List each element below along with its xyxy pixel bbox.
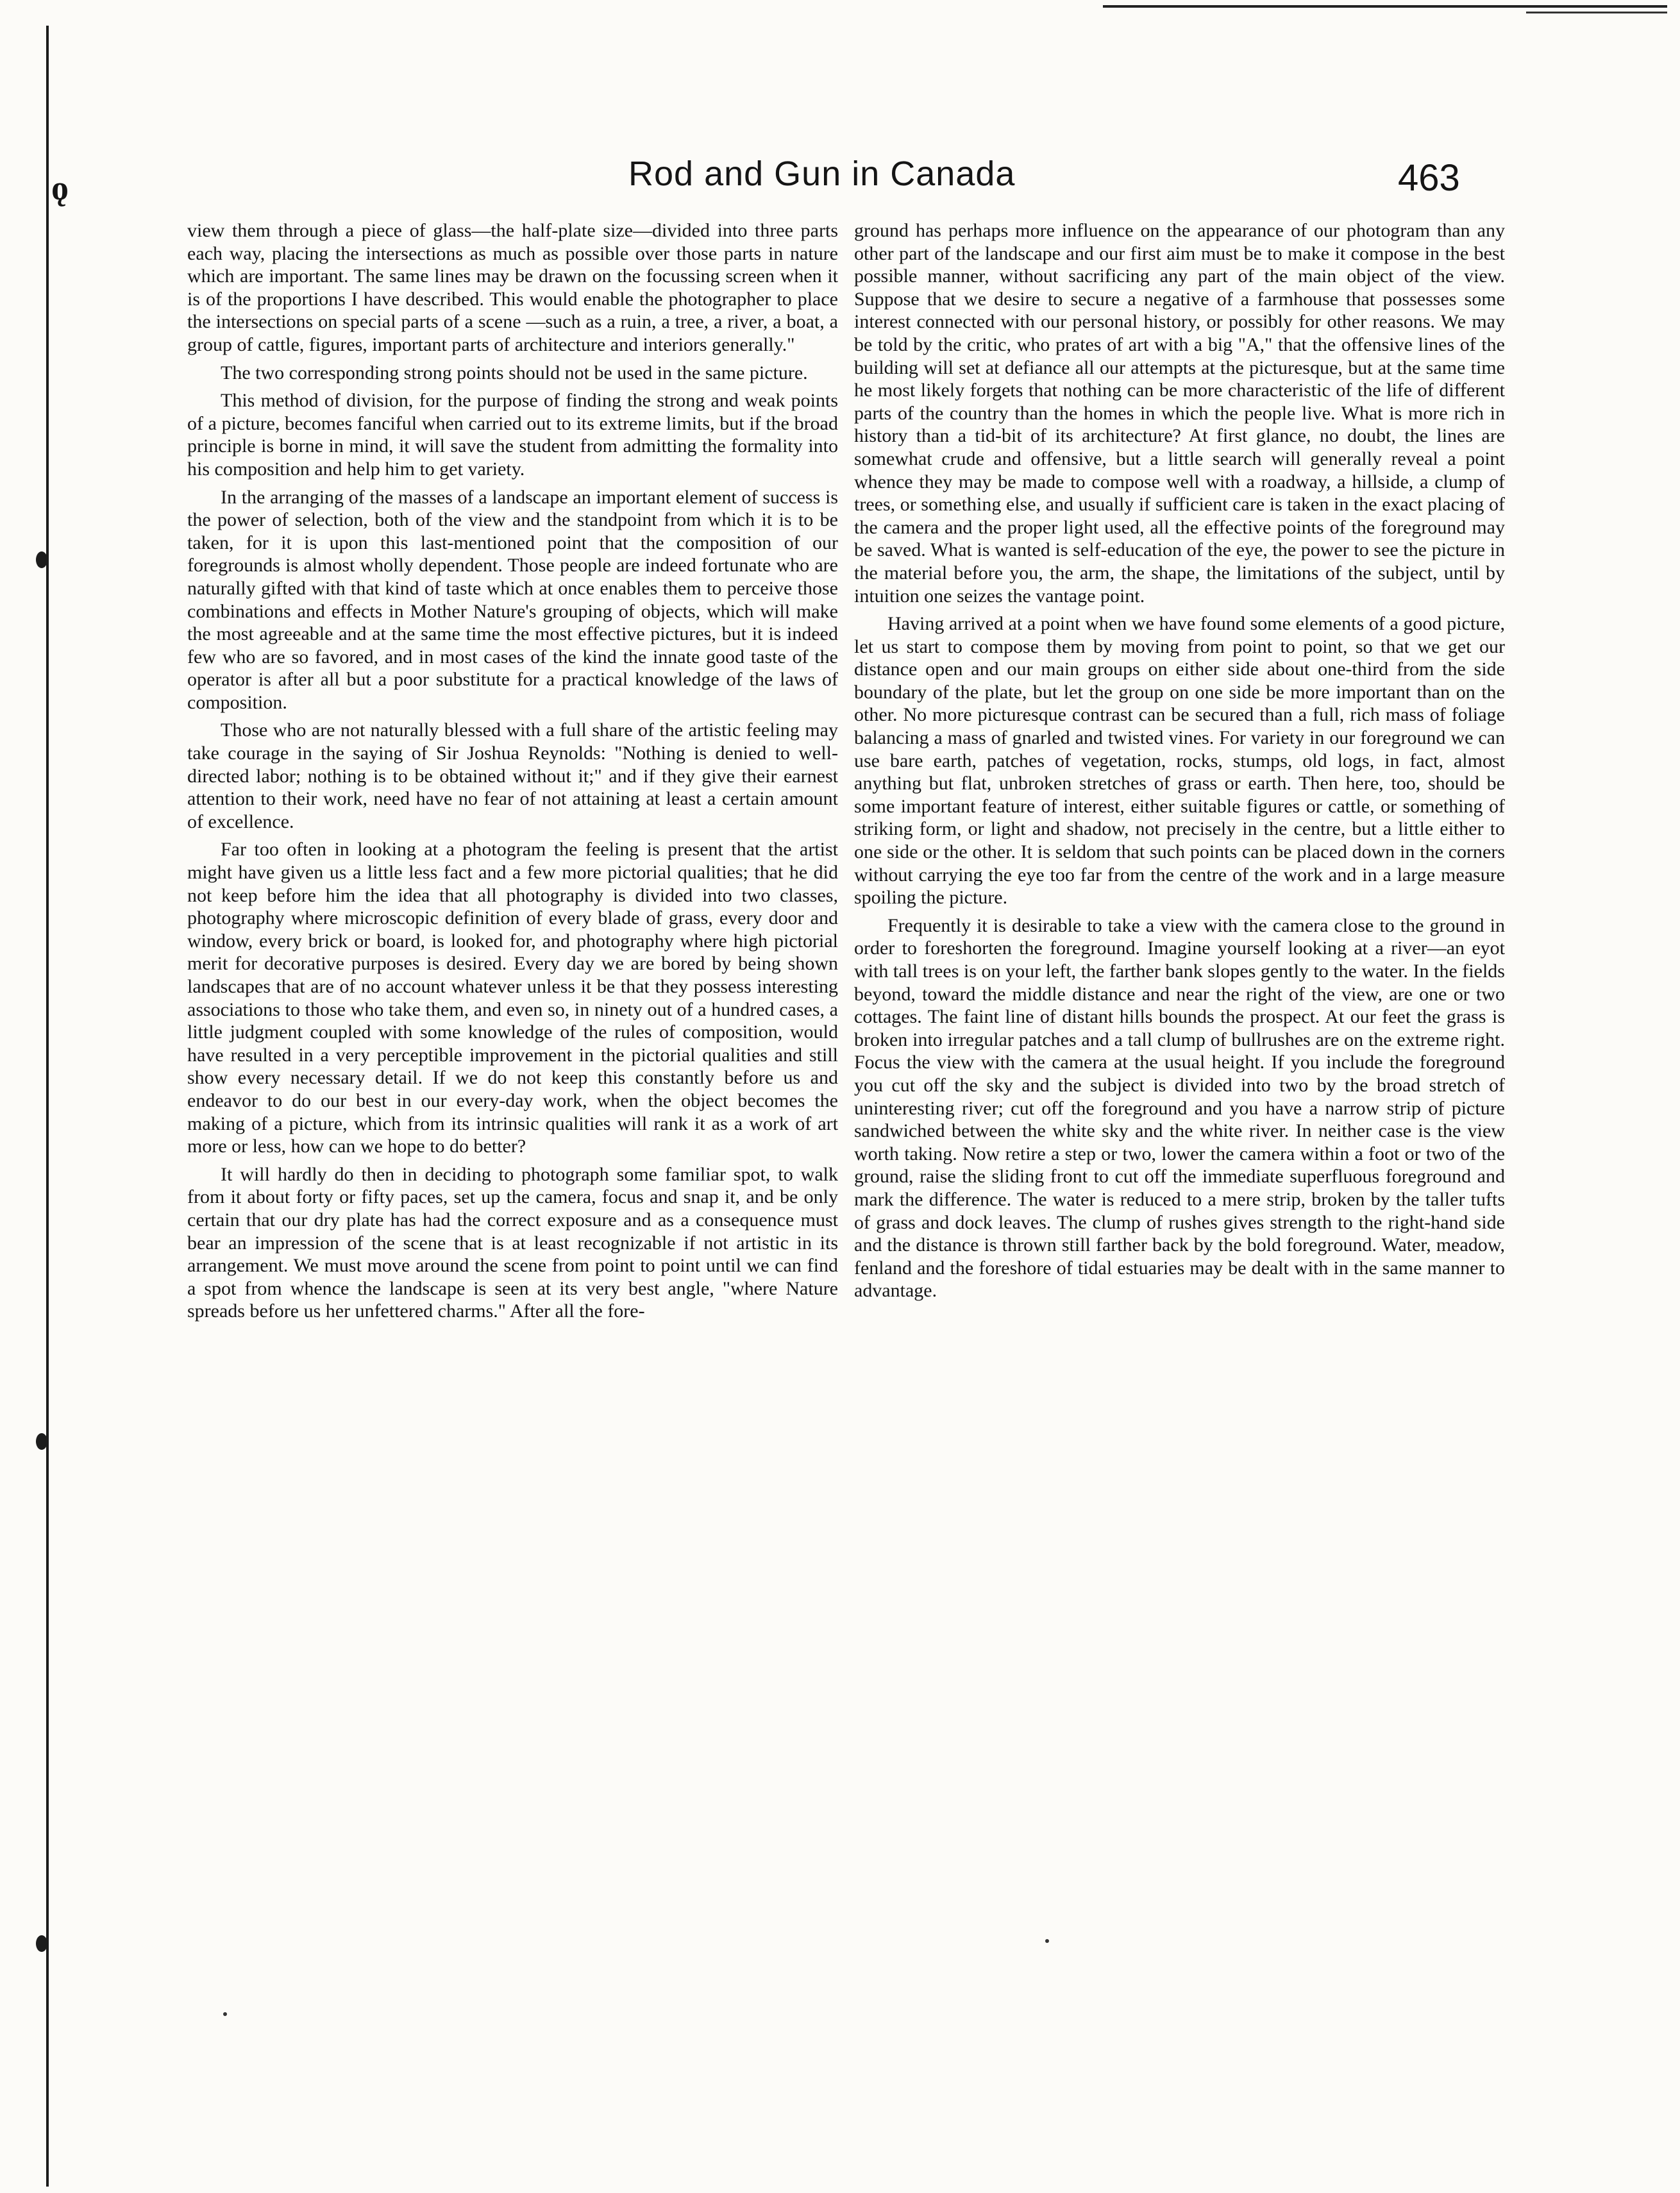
- print-speck: [1045, 1939, 1049, 1943]
- left-column: [187, 219, 838, 1328]
- binding-mark: [36, 1433, 47, 1450]
- binding-margin-line: [46, 26, 49, 2187]
- paragraph: Those who are not naturally blessed with a full share of the artistic feeling may take courage in the saying of Sir Joshua Reynolds: "Nothing is denied to well-directed labor; nothing is to be obtained without it;" and if they give their earnest attention to their work, need have no fear of not attaining at least a certain amount of excellence.: [187, 719, 838, 832]
- paragraph: The two corresponding strong points should not be used in the same picture.: [221, 362, 808, 383]
- page-number: 463: [1398, 157, 1460, 199]
- paragraph: It will hardly do then in deciding to photograph some familiar spot, to walk from it about forty or fifty paces, set up the camera, focus and snap it, and be only certain that our dry plate has had the correct exposure and as a consequence must bear an impression of the scene that is at least recognizable if not artistic in its arrangement. We must move around the scene from point to point until we can find a spot from whence the landscape is seen at its very best angle, "where Nature spreads before us her unfettered charms." After all the fore-: [187, 1163, 838, 1322]
- running-title: Rod and Gun in Canada: [628, 155, 1016, 193]
- top-rule: [1103, 5, 1667, 8]
- corner-mark: ǫ: [51, 169, 69, 207]
- binding-mark: [36, 1935, 47, 1952]
- right-column: [854, 219, 1505, 1307]
- paragraph: In the arranging of the masses of a landscape an important element of success is the power of selection, both of the view and the standpoint from which it is to be taken, for it is upon this last-mentioned point that the composition of our foregrounds is almost wholly dependent. Those people are indeed fortunate who are naturally gifted with that kind of taste which at once enables them to perceive those combinations and effects in Mother Nature's grouping of objects, which will make the most agreeable and at the same time the most effective pictures, but it is indeed few who are so favored, and in most cases of the kind the innate good taste of the operator is after all but a poor substitute for a practical knowledge of the laws of composition.: [187, 486, 838, 713]
- paragraph: view them through a piece of glass—the half-plate size—divided into three parts each way, placing the intersections as much as possible over those parts in nature which are important. The same lines may be drawn on the focussing screen when it is of the proportions I have described. This would enable the photographer to place the intersections on special parts of a scene —such as a ruin, a tree, a river, a boat, a group of cattle, figures, important parts of architecture and interiors generally.": [187, 220, 838, 355]
- paragraph: ground has perhaps more influence on the appearance of our photogram than any other part of the landscape and our first aim must be to make it compose in the best possible manner, without sacrificing any part of the main object of the view. Suppose that we desire to secure a negative of a farmhouse that possesses some interest connected with our personal history, or possibly for other reasons. We may be told by the critic, who prates of art with a big "A," that the offensive lines of the building will set at defiance all our attempts at the picturesque, but at the same time he most likely forgets that nothing can be more characteristic of the life of different parts of the country than the homes in which the people live. What is more rich in history than a tid-bit of its architecture? At first glance, no doubt, the lines are somewhat crude and offensive, but a little search will generally reveal a point whence they may be made to compose well with a roadway, a hillside, a clump of trees, or something else, and usually if sufficient care is taken in the exact placing of the camera and the proper light used, all the effective points of the foreground may be saved. What is wanted is self-education of the eye, the power to see the picture in the material before you, the arm, the shape, the limitations of the subject, until by intuition one seizes the vantage point.: [854, 220, 1505, 607]
- paragraph: This method of division, for the purpose of finding the strong and weak points of a picture, becomes fanciful when carried out to its extreme limits, but if the broad principle is borne in mind, it will save the student from admitting the formality into his composition and help him to get variety.: [187, 390, 838, 480]
- top-rule-short: [1526, 12, 1667, 13]
- paragraph: Frequently it is desirable to take a view with the camera close to the ground in order to foreshorten the foreground. Imagine yourself looking at a river—an eyot with tall trees is on your left, the farther bank slopes gently to the water. In the fields beyond, toward the middle distance and near the right of the view, are one or two cottages. The faint line of distant hills bounds the prospect. At our feet the grass is broken into irregular patches and a tall clump of bullrushes are on the extreme right. Focus the view with the camera at the usual height. If you include the foreground you cut off the sky and the subject is divided into two by the broad stretch of uninteresting river; cut off the foreground and you have a narrow strip of picture sandwiched between the white sky and the white river. In neither case is the view worth taking. Now retire a step or two, lower the camera within a foot or two of the ground, raise the sliding front to cut off the immediate superfluous foreground and mark the difference. The water is reduced to a mere strip, broken by the taller tufts of grass and dock leaves. The clump of rushes gives strength to the right-hand side and the distance is thrown still farther back by the bold foreground. Water, meadow, fenland and the foreshore of tidal estuaries may be dealt with in the same manner to advantage.: [854, 914, 1505, 1302]
- print-speck: [223, 2012, 227, 2016]
- paragraph: Far too often in looking at a photogram the feeling is present that the artist might have given us a little less fact and a few more pictorial qualities; that he did not keep before him the idea that all photography is divided into two classes, photography where microscopic definition of every blade of grass, every door and window, every brick or board, is looked for, and photography where high pictorial merit for decorative purposes is desired. Every day we are bored by being shown landscapes that are of no account whatever unless it be that they possess interesting associations to those who take them, and even so, in ninety out of a hundred cases, a little judgment coupled with some knowledge of the rules of composition, would have resulted in a very perceptible improvement in the pictorial qualities and still show every necessary detail. If we do not keep this constantly before us and endeavor to do our best in our every-day work, when the object becomes the making of a picture, which from its intrinsic qualities will rank it as a work of art more or less, how can we hope to do better?: [187, 839, 838, 1157]
- binding-mark: [36, 551, 47, 568]
- paragraph: Having arrived at a point when we have found some elements of a good picture, let us start to compose them by moving from point to point, so that we get our distance open and our main groups on either side about one-third from the side boundary of the plate, but let the group on one side be more important than on the other. No more picturesque contrast can be secured than a full, rich mass of foliage balancing a mass of gnarled and twisted vines. For variety in our foreground we can use bare earth, patches of vegetation, rocks, stumps, old logs, in fact, almost anything but flat, unbroken stretches of grass or earth. Then here, too, should be some important feature of interest, either suitable figures or cattle, or something of striking form, or light and shadow, not precisely in the centre, but a little either to one side or the other. It is seldom that such points can be placed down in the corners without carrying the eye too far from the centre of the work and in a large measure spoiling the picture.: [854, 613, 1505, 909]
